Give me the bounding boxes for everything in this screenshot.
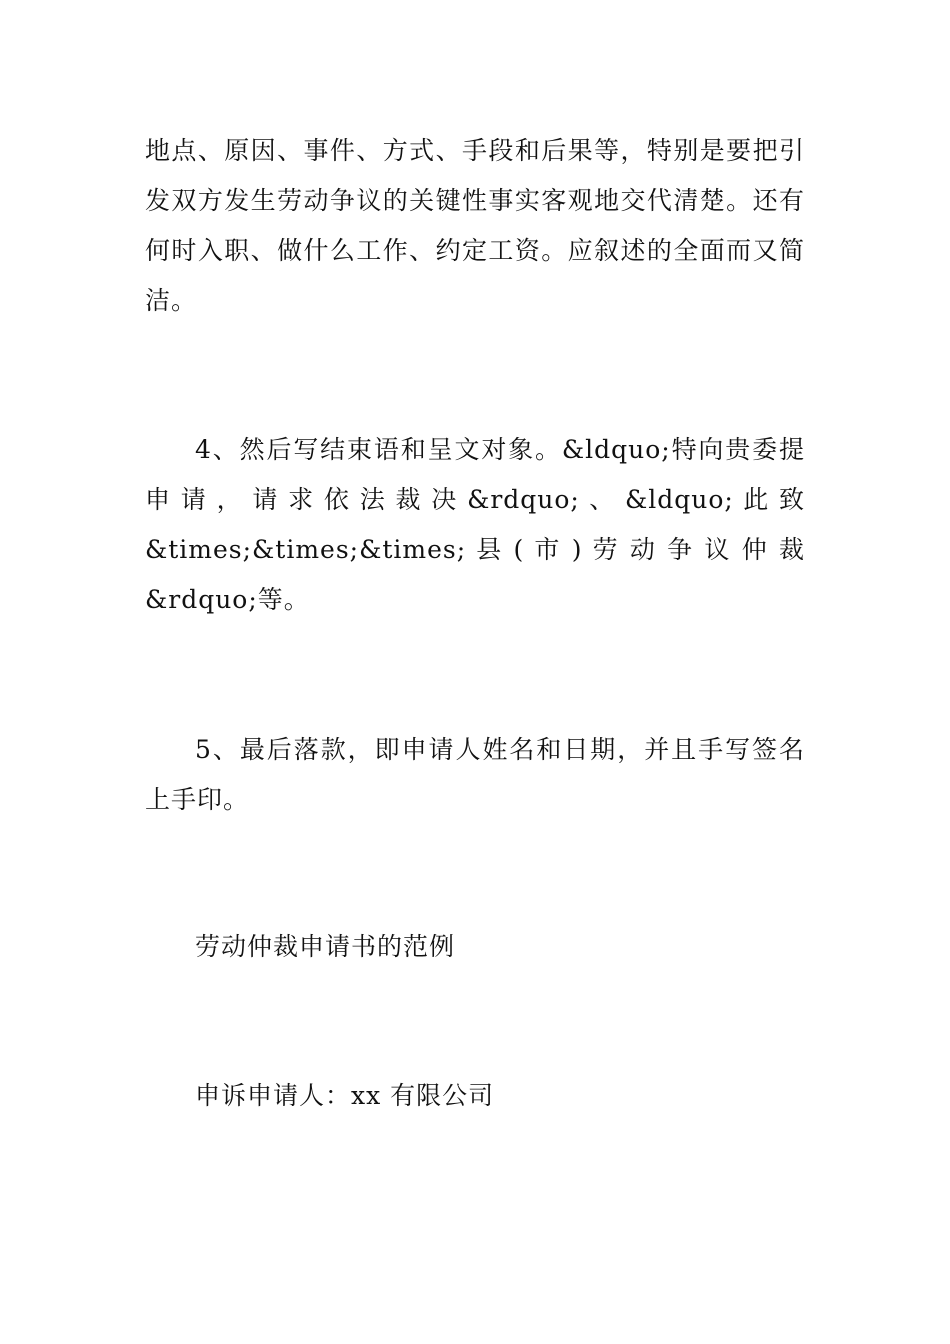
paragraph-5-line-1: 5、最后落款，即申请人姓名和日期，并且手写签名 <box>195 735 805 764</box>
paragraph-3-line-1: 地点、原因、事件、方式、手段和后果等，特别是要把引 <box>145 136 805 165</box>
paragraph-4-line-1: 4、然后写结束语和呈文对象。&ldquo;特向贵委提 <box>195 435 805 464</box>
paragraph-4-line-3: &times;&times;&times; 县 ( 市 ) 劳 动 争 议 仲 裁 <box>145 535 805 564</box>
paragraph-5-line-2: 上手印。 <box>145 785 250 814</box>
example-title: 劳动仲裁申请书的范例 <box>195 932 456 961</box>
paragraph-4-line-4: &rdquo;等。 <box>145 585 310 614</box>
paragraph-3-line-4: 洁。 <box>145 286 198 315</box>
paragraph-3-line-3: 何时入职、做什么工作、约定工资。应叙述的全面而又简 <box>145 236 805 265</box>
paragraph-3-line-2: 发双方发生劳动争议的关键性事实客观地交代清楚。还有 <box>145 186 805 215</box>
applicant-line: 申诉申请人：xx 有限公司 <box>195 1081 495 1110</box>
paragraph-4-line-2: 申 请 ， 请 求 依 法 裁 决 &rdquo; 、 &ldquo; 此 致 <box>145 485 805 514</box>
